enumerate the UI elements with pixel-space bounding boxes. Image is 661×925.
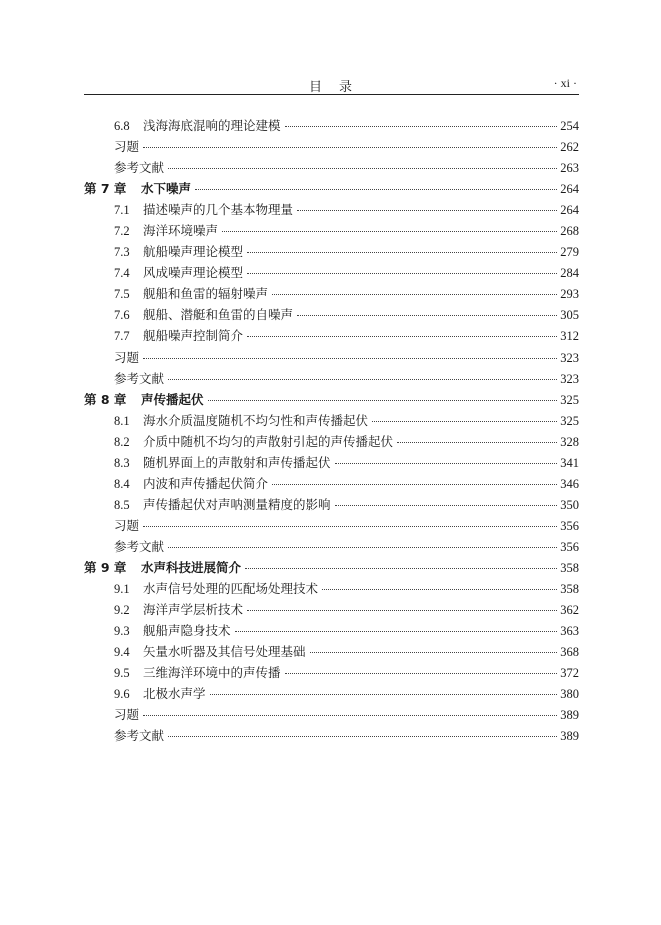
dot-leader	[335, 505, 558, 506]
toc-entry-title: 声传播起伏对声呐测量精度的影响	[143, 496, 331, 512]
dot-leader	[247, 252, 557, 253]
toc-entry-title: 参考文献	[114, 538, 165, 554]
toc-page-number: 356	[560, 539, 579, 554]
dot-leader	[195, 189, 557, 190]
toc-section-number: 7.6	[114, 308, 130, 323]
toc-entry-title: 参考文献	[114, 370, 165, 386]
toc-chapter-label: 第 9 章	[84, 559, 127, 575]
toc-section-number: 9.2	[114, 603, 130, 618]
toc-section-number: 9.6	[114, 687, 130, 702]
dot-leader	[335, 463, 558, 464]
toc-section-number: 6.8	[114, 119, 130, 133]
dot-leader	[247, 610, 557, 611]
toc-page-number: 380	[560, 687, 579, 702]
dot-leader	[372, 421, 557, 422]
toc-extra-entry[interactable]	[84, 158, 579, 179]
dot-leader	[285, 126, 558, 127]
toc-page-number: 262	[560, 140, 579, 155]
toc-extra-entry[interactable]	[84, 537, 579, 558]
page-header	[84, 74, 579, 95]
dot-leader	[285, 673, 558, 674]
toc-extra-entry[interactable]	[84, 369, 579, 390]
dot-leader	[235, 631, 558, 632]
dot-leader	[143, 715, 557, 716]
toc-page-number: 279	[560, 245, 579, 260]
table-of-contents	[84, 116, 579, 747]
toc-chapter-entry[interactable]	[84, 179, 579, 200]
dot-leader	[168, 379, 557, 380]
toc-page-number: 305	[560, 308, 579, 323]
dot-leader	[297, 315, 557, 316]
toc-entry-title: 水声信号处理的匹配场处理技术	[143, 581, 319, 597]
toc-section-entry[interactable]	[84, 621, 579, 642]
toc-entry-title: 舰船噪声控制简介	[143, 328, 244, 344]
toc-page-number: 346	[560, 476, 579, 491]
toc-section-number: 7.5	[114, 287, 130, 302]
toc-extra-entry[interactable]	[84, 705, 579, 726]
toc-section-number: 8.2	[114, 434, 130, 449]
toc-section-entry[interactable]	[84, 453, 579, 474]
toc-page-number: 325	[560, 413, 579, 428]
dot-leader	[168, 736, 557, 737]
toc-entry-title: 海洋声学层析技术	[143, 602, 244, 618]
toc-section-entry[interactable]	[84, 495, 579, 516]
toc-section-number: 8.1	[114, 413, 130, 428]
toc-extra-entry[interactable]	[84, 137, 579, 158]
dot-leader	[208, 400, 558, 401]
toc-section-entry[interactable]	[84, 663, 579, 684]
toc-section-number: 9.3	[114, 624, 130, 639]
toc-entry-title: 内波和声传播起伏简介	[143, 475, 269, 491]
toc-section-entry[interactable]	[84, 600, 579, 621]
toc-page-number: 389	[560, 708, 579, 723]
toc-entry-title: 习题	[114, 517, 140, 533]
toc-section-entry[interactable]	[84, 242, 579, 263]
toc-entry-title: 矢量水听器及其信号处理基础	[143, 644, 306, 660]
toc-extra-entry[interactable]	[84, 348, 579, 369]
dot-leader	[247, 273, 557, 274]
toc-entry-title: 描述噪声的几个基本物理量	[143, 202, 294, 218]
toc-entry-title: 参考文献	[114, 160, 165, 176]
toc-page-number: 312	[560, 329, 579, 344]
toc-page-number: 293	[560, 287, 579, 302]
toc-entry-title: 随机界面上的声散射和声传播起伏	[143, 454, 331, 470]
toc-section-number: 7.1	[114, 203, 130, 218]
toc-page-number: 350	[560, 497, 579, 512]
toc-entry-title: 风成噪声理论模型	[143, 265, 244, 281]
toc-page-number: 389	[560, 729, 579, 744]
toc-section-number: 8.5	[114, 497, 130, 512]
toc-entry-title: 参考文献	[114, 728, 165, 744]
toc-section-entry[interactable]	[84, 200, 579, 221]
dot-leader	[272, 294, 557, 295]
toc-page-number: 323	[560, 350, 579, 365]
toc-entry-title: 舰船声隐身技术	[143, 623, 231, 639]
toc-page-number: 328	[560, 434, 579, 449]
toc-page-number: 341	[560, 455, 579, 470]
toc-section-number: 9.5	[114, 666, 130, 681]
dot-leader	[310, 652, 558, 653]
toc-page-number: 372	[560, 666, 579, 681]
dot-leader	[143, 526, 557, 527]
toc-entry-title: 声传播起伏	[141, 391, 204, 407]
toc-section-entry[interactable]	[84, 474, 579, 495]
toc-section-entry[interactable]	[84, 305, 579, 326]
toc-chapter-entry[interactable]	[84, 558, 579, 579]
toc-section-entry[interactable]	[84, 411, 579, 432]
toc-entry-title: 海洋环境噪声	[143, 223, 219, 239]
header-page-number: · xi ·	[553, 76, 577, 90]
toc-page-number: 268	[560, 224, 579, 239]
toc-page-number: 363	[560, 624, 579, 639]
toc-entry-title: 浅海海底混响的理论建模	[143, 118, 281, 133]
toc-page-number: 368	[560, 645, 579, 660]
toc-entry-title: 北极水声学	[143, 686, 206, 702]
toc-page-number: 356	[560, 518, 579, 533]
toc-entry-title: 习题	[114, 139, 140, 155]
toc-section-entry[interactable]	[84, 221, 579, 242]
toc-section-number: 7.2	[114, 224, 130, 239]
dot-leader	[397, 442, 557, 443]
toc-entry-title: 航船噪声理论模型	[143, 244, 244, 260]
toc-section-number: 9.4	[114, 645, 130, 660]
dot-leader	[245, 568, 557, 569]
toc-entry-title: 舰船和鱼雷的辐射噪声	[143, 286, 269, 302]
toc-page-number: 323	[560, 371, 579, 386]
toc-section-number: 8.4	[114, 476, 130, 491]
dot-leader	[322, 589, 557, 590]
toc-section-number: 7.3	[114, 245, 130, 260]
toc-page-number: 362	[560, 603, 579, 618]
dot-leader	[297, 210, 557, 211]
toc-section-entry[interactable]	[84, 684, 579, 705]
toc-entry-title: 介质中随机不均匀的声散射引起的声传播起伏	[143, 433, 394, 449]
dot-leader	[272, 484, 557, 485]
toc-entry-title: 习题	[114, 349, 140, 365]
toc-entry-title: 三维海洋环境中的声传播	[143, 665, 281, 681]
dot-leader	[247, 336, 557, 337]
header-title: 目 录	[308, 80, 354, 95]
toc-page-number: 264	[560, 182, 579, 197]
toc-page-number: 284	[560, 266, 579, 281]
toc-entry-title: 水声科技进展简介	[141, 559, 242, 575]
toc-section-entry[interactable]	[84, 284, 579, 305]
toc-page-number: 254	[560, 119, 579, 133]
dot-leader	[143, 147, 557, 148]
toc-chapter-entry[interactable]	[84, 390, 579, 411]
toc-page-number: 358	[560, 560, 579, 575]
toc-section-entry[interactable]	[84, 579, 579, 600]
toc-section-number: 7.7	[114, 329, 130, 344]
toc-extra-entry[interactable]	[84, 726, 579, 747]
dot-leader	[222, 231, 557, 232]
toc-section-number: 7.4	[114, 266, 130, 281]
toc-chapter-label: 第 7 章	[84, 181, 127, 197]
toc-entry-title: 舰船、潜艇和鱼雷的自噪声	[143, 307, 294, 323]
toc-section-entry[interactable]	[84, 263, 579, 284]
toc-chapter-label: 第 8 章	[84, 391, 127, 407]
toc-entry-title: 海水介质温度随机不均匀性和声传播起伏	[143, 412, 369, 428]
toc-page-number: 325	[560, 392, 579, 407]
toc-page-number: 358	[560, 582, 579, 597]
toc-section-number: 9.1	[114, 582, 130, 597]
dot-leader	[143, 358, 557, 359]
toc-page-number: 263	[560, 161, 579, 176]
toc-section-entry[interactable]	[84, 326, 579, 347]
toc-section-entry[interactable]	[84, 432, 579, 453]
toc-section-number: 8.3	[114, 455, 130, 470]
toc-section-entry[interactable]	[84, 116, 579, 137]
toc-entry-title: 水下噪声	[141, 181, 192, 197]
toc-page-number: 264	[560, 203, 579, 218]
toc-extra-entry[interactable]	[84, 516, 579, 537]
dot-leader	[168, 547, 557, 548]
dot-leader	[210, 694, 558, 695]
toc-entry-title: 习题	[114, 707, 140, 723]
toc-section-entry[interactable]	[84, 642, 579, 663]
dot-leader	[168, 168, 557, 169]
